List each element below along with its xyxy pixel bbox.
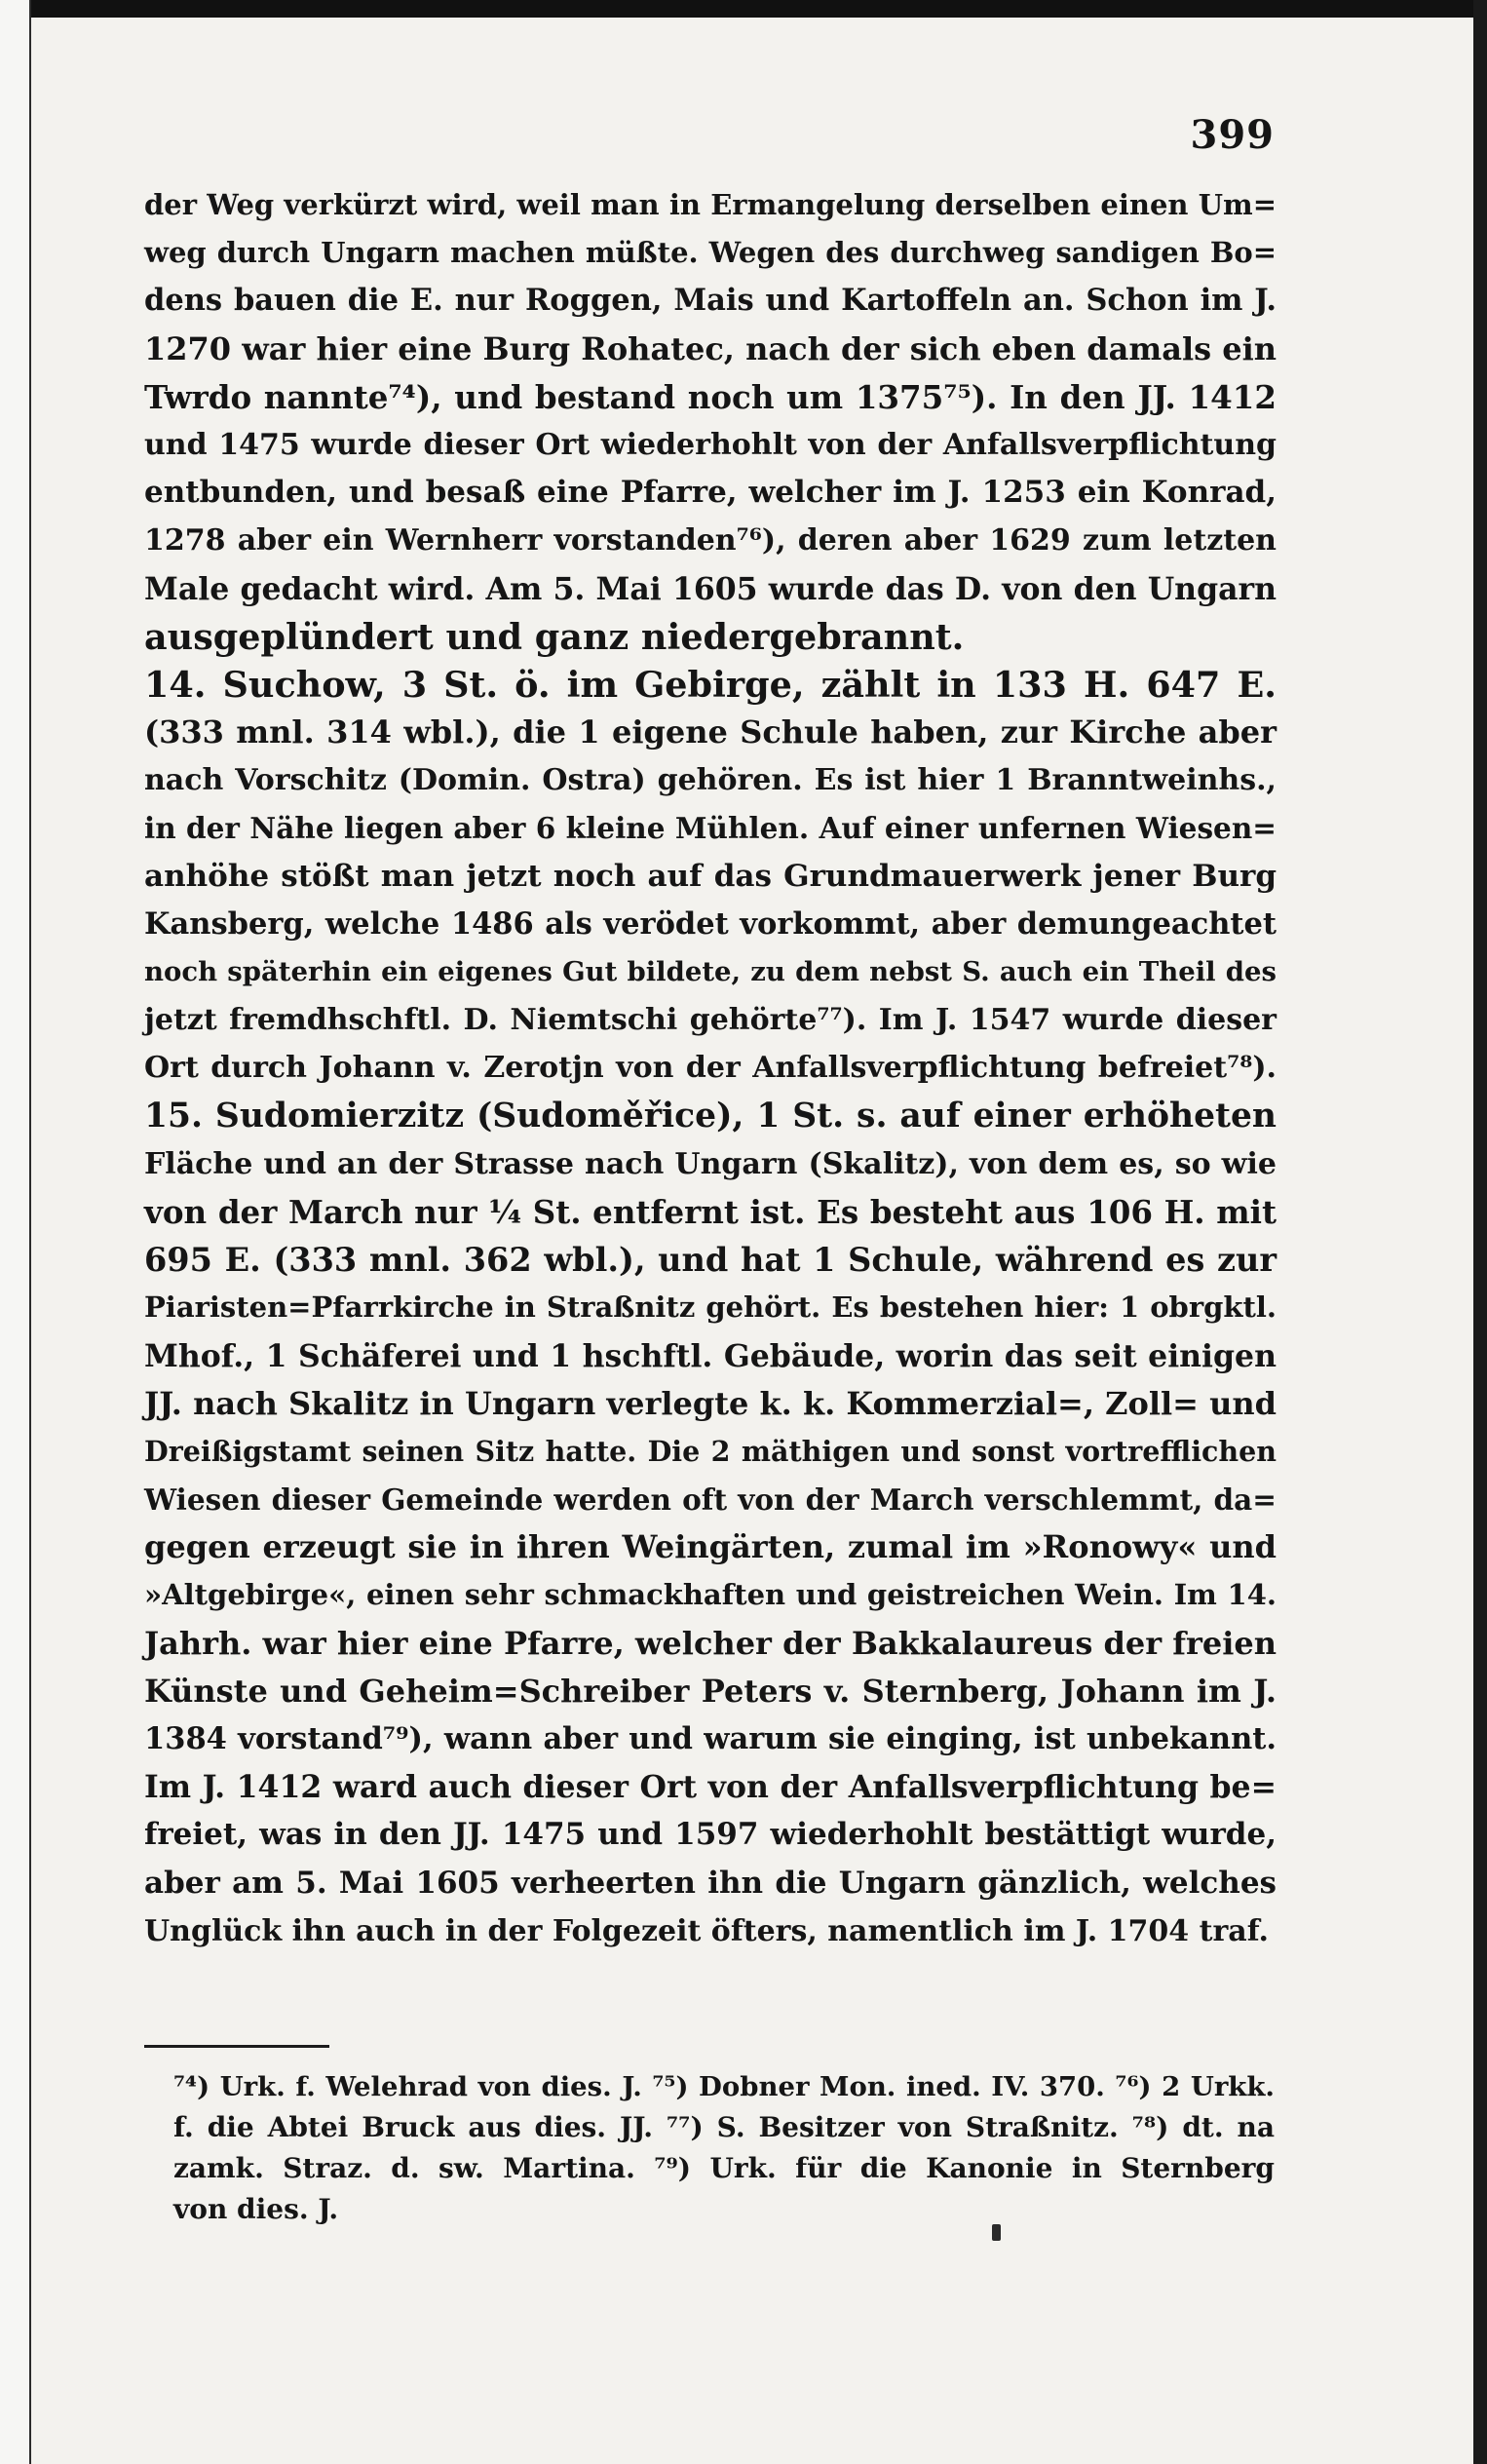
ink-speck xyxy=(992,2224,1001,2241)
text-line: Künste und Geheim=Schreiber Peters v. Sternberg, Johann im J. xyxy=(144,1672,1277,1710)
text-line: der Weg verkürzt wird, weil man in Ermangelung derselben einen Um= xyxy=(144,188,1277,221)
text-line: Jahrh. war hier eine Pfarre, welcher der Bakkalaureus der freien xyxy=(144,1624,1277,1662)
body-text xyxy=(144,181,1277,1955)
scan-left-margin xyxy=(0,0,31,2464)
text-line: aber am 5. Mai 1605 verheerten ihn die Ungarn gänzlich, welches xyxy=(144,1865,1277,1901)
text-line: »Altgebirge«, einen sehr schmackhaften und geistreichen Wein. Im 14. xyxy=(144,1578,1277,1612)
footnotes xyxy=(173,2066,1275,2230)
text-line: Mhof., 1 Schäferei und 1 hschftl. Gebäude, worin das seit einigen xyxy=(144,1337,1277,1374)
scan-right-edge xyxy=(1473,0,1487,2464)
text-line: von der March nur ¼ St. entfernt ist. Es besteht aus 106 H. mit xyxy=(144,1192,1277,1231)
text-line: Fläche und an der Strasse nach Ungarn (Skalitz), von dem es, so wie xyxy=(144,1146,1277,1181)
text-line: Im J. 1412 ward auch dieser Ort von der Anfallsverpflichtung be= xyxy=(144,1769,1277,1806)
text-line: noch späterhin ein eigenes Gut bildete, zu dem nebst S. auch ein Theil des xyxy=(144,956,1277,987)
text-line: Unglück ihn auch in der Folgezeit öfters, namentlich im J. 1704 traf. xyxy=(144,1913,1269,1948)
footnote-line: ⁷⁴) Urk. f. Welehrad von dies. J. ⁷⁵) Dobner Mon. ined. IV. 370. ⁷⁶) 2 Urkk. xyxy=(173,2071,1275,2102)
text-line: Male gedacht wird. Am 5. Mai 1605 wurde das D. von den Ungarn xyxy=(144,570,1277,607)
text-line: Ort durch Johann v. Zerotjn von der Anfallsverpflichtung befreiet⁷⁸). xyxy=(144,1051,1277,1086)
text-line: in der Nähe liegen aber 6 kleine Mühlen. Auf einer unfernen Wiesen= xyxy=(144,811,1277,846)
text-line: 695 E. (333 mnl. 362 wbl.), und hat 1 Schule, während es zur xyxy=(144,1241,1277,1280)
scan-top-edge xyxy=(0,0,1487,18)
text-line: Piaristen=Pfarrkirche in Straßnitz gehört. Es bestehen hier: 1 obrgktl. xyxy=(144,1290,1277,1325)
text-line: JJ. nach Skalitz in Ungarn verlegte k. k. Kommerzial=, Zoll= und xyxy=(144,1384,1277,1422)
footnote-divider xyxy=(144,2045,329,2048)
text-line: Dreißigstamt seinen Sitz hatte. Die 2 mäthigen und sonst vortrefflichen xyxy=(144,1434,1277,1468)
text-line: entbunden, und besaß eine Pfarre, welcher im J. 1253 ein Konrad, xyxy=(144,475,1277,511)
footnote-line: zamk. Straz. d. sw. Martina. ⁷⁹) Urk. für die Kanonie in Sternberg xyxy=(173,2152,1275,2184)
page-number: 399 xyxy=(1190,112,1275,158)
footnote-line: von dies. J. xyxy=(173,2193,339,2225)
text-line: Twrdo nannte⁷⁴), und bestand noch um 1375⁷⁵). In den JJ. 1412 xyxy=(144,377,1277,416)
text-line: anhöhe stößt man jetzt noch auf das Grundmauerwerk jener Burg xyxy=(144,858,1277,894)
text-line: 14. Suchow, 3 St. ö. im Gebirge, zählt in 133 H. 647 E. xyxy=(144,663,1277,706)
text-line: und 1475 wurde dieser Ort wiederhohlt von der Anfallsverpflichtung xyxy=(144,427,1277,462)
text-line: Kansberg, welche 1486 als verödet vorkommt, aber demungeachtet xyxy=(144,905,1277,942)
text-line: weg durch Ungarn machen müßte. Wegen des durchweg sandigen Bo= xyxy=(144,236,1277,270)
text-line: freiet, was in den JJ. 1475 und 1597 wiederhohlt bestättigt wurde, xyxy=(144,1817,1277,1853)
text-line: 1278 aber ein Wernherr vorstanden⁷⁶), deren aber 1629 zum letzten xyxy=(144,523,1277,558)
text-line: ausgeplündert und ganz niedergebrannt. xyxy=(144,615,965,658)
text-line: dens bauen die E. nur Roggen, Mais und Kartoffeln an. Schon im J. xyxy=(144,283,1277,319)
text-line: Wiesen dieser Gemeinde werden oft von der March verschlemmt, da= xyxy=(144,1482,1277,1518)
footnote-line: f. die Abtei Bruck aus dies. JJ. ⁷⁷) S. Besitzer von Straßnitz. ⁷⁸) dt. na xyxy=(173,2111,1275,2143)
text-line: 1384 vorstand⁷⁹), wann aber und warum sie einging, ist unbekannt. xyxy=(144,1721,1277,1756)
text-line: 15. Sudomierzitz (Sudoměřice), 1 St. s. auf einer erhöheten xyxy=(144,1096,1277,1136)
text-line: 1270 war hier eine Burg Rohatec, nach der sich eben damals ein xyxy=(144,329,1277,367)
text-line: (333 mnl. 314 wbl.), die 1 eigene Schule haben, zur Kirche aber xyxy=(144,713,1277,751)
text-line: nach Vorschitz (Domin. Ostra) gehören. Es ist hier 1 Branntweinhs., xyxy=(144,763,1277,798)
text-line: gegen erzeugt sie in ihren Weingärten, zumal im »Ronowy« und xyxy=(144,1528,1277,1566)
text-line: jetzt fremdhschftl. D. Niemtschi gehörte⁷⁷). Im J. 1547 wurde dieser xyxy=(144,1003,1277,1038)
